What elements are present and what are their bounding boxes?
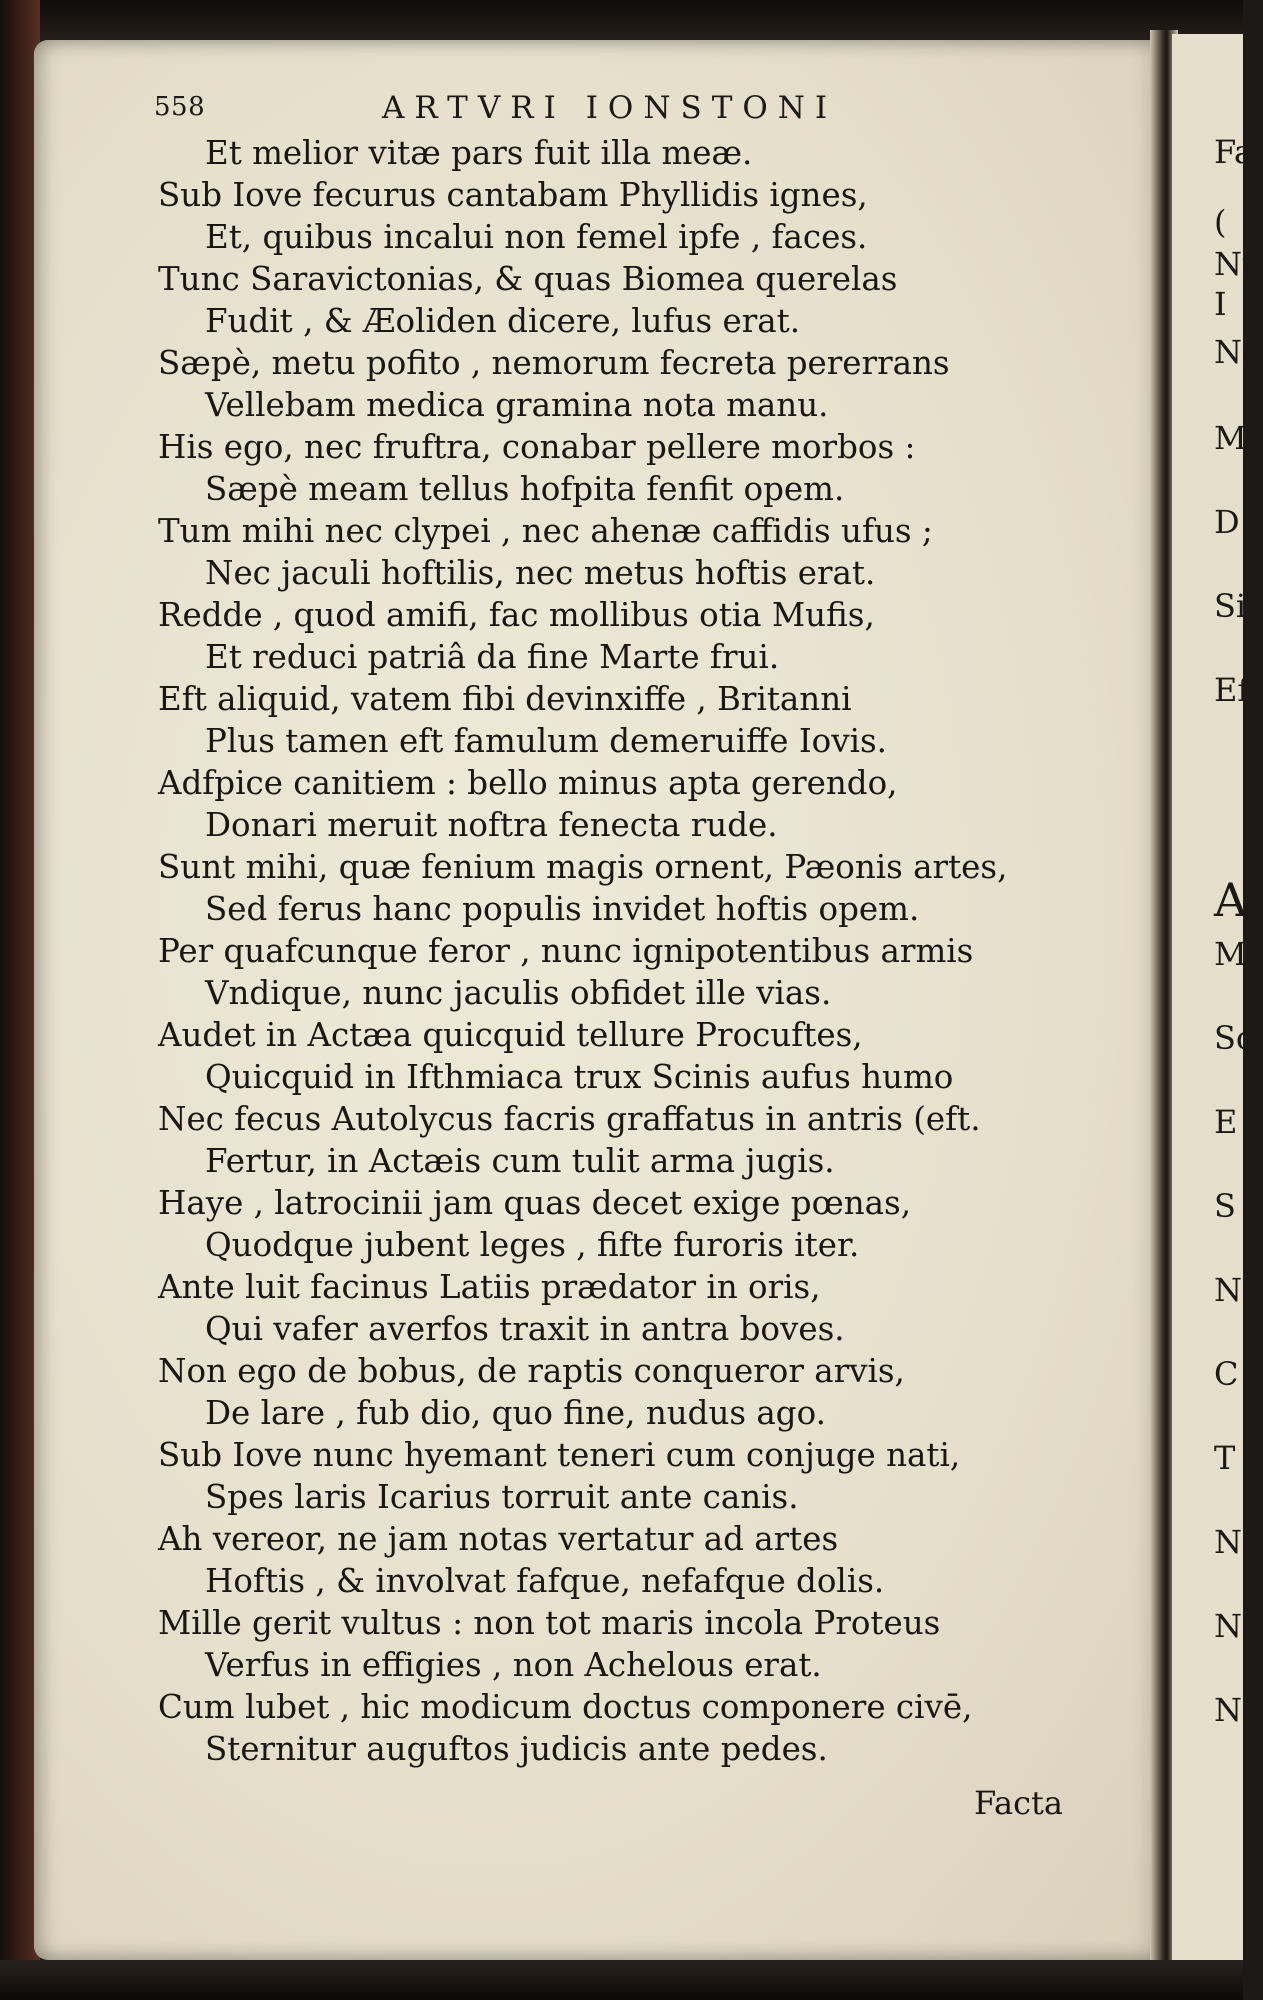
facing-fragment: I: [1214, 285, 1227, 323]
verse-line: Sub Iove fecurus cantabam Phyllidis ignes,: [158, 176, 868, 214]
verse-line: Tum mihi nec clypei , nec ahenæ caffidis ufus ;: [158, 512, 933, 550]
verse-line: Per quafcunque feror , nunc ignipotentibus armis: [158, 932, 974, 970]
verse-line: Haye , latrocinii jam quas decet exige pœnas,: [158, 1184, 912, 1222]
verse-line: Et, quibus incalui non femel ipfe , faces.: [205, 218, 868, 256]
verse-line: Vndique, nunc jaculis obfidet ille vias.: [205, 974, 832, 1012]
verse-line: Nec jaculi hoftilis, nec metus hoftis erat.: [205, 554, 876, 592]
facing-fragment: N: [1214, 1691, 1242, 1729]
verse-line: Non ego de bobus, de raptis conqueror arvis,: [158, 1352, 905, 1390]
facing-fragment: M: [1214, 419, 1247, 457]
verse-line: Spes laris Icarius torruit ante canis.: [205, 1478, 799, 1516]
verse-line: Eft aliquid, vatem fibi devinxiffe , Britanni: [158, 680, 852, 718]
verse-line: Vellebam medica gramina nota manu.: [205, 386, 829, 424]
page-number: 558: [154, 92, 206, 122]
facing-fragment: N: [1214, 1271, 1242, 1309]
verse-line: Sunt mihi, quæ fenium magis ornent, Pæonis artes,: [158, 848, 1008, 886]
facing-fragment: Si: [1214, 587, 1247, 625]
verse-line: Adfpice canitiem : bello minus apta gerendo,: [158, 764, 898, 802]
facing-fragment: (: [1214, 203, 1227, 241]
running-head: [154, 88, 1114, 138]
verse-line: Hoftis , & involvat fafque, nefafque dolis.: [205, 1562, 885, 1600]
facing-fragment: C: [1214, 1355, 1239, 1393]
facing-fragment: D: [1214, 503, 1240, 541]
verse-line: Sternitur auguftos judicis ante pedes.: [205, 1730, 828, 1768]
verse-line: Redde , quod amifi, fac mollibus otia Mufis,: [158, 596, 875, 634]
verse-line: Sæpè, metu pofito , nemorum fecreta pererrans: [158, 344, 950, 382]
verse-line: Donari meruit noftra fenecta rude.: [205, 806, 778, 844]
verse-line: Qui vafer averfos traxit in antra boves.: [205, 1310, 845, 1348]
facing-fragment: Nu: [1214, 245, 1263, 283]
verse-line: Ante luit facinus Latiis prædator in oris,: [158, 1268, 821, 1306]
facing-fragment: E: [1214, 1103, 1238, 1141]
facing-fragment: Ne: [1214, 333, 1261, 371]
page-title: ARTVRI IONSTONI: [382, 90, 838, 126]
facing-fragment: N: [1214, 1523, 1242, 1561]
facing-fragment: Sc: [1214, 1019, 1254, 1057]
facing-fragment: Ef: [1214, 671, 1250, 709]
verse-line: Et melior vitæ pars fuit illa meæ.: [205, 134, 753, 172]
book-page-right-edge: [1172, 34, 1263, 1964]
verse-line: De lare , fub dio, quo fine, nudus ago.: [205, 1394, 826, 1432]
verse-line: Ah vereor, ne jam notas vertatur ad artes: [158, 1520, 839, 1558]
verse-line: Sæpè meam tellus hofpita fenfit opem.: [205, 470, 845, 508]
verse-line: Quodque jubent leges , fifte furoris iter.: [205, 1226, 860, 1264]
book-binding-bottom: [0, 1960, 1243, 2000]
facing-fragment: Fa: [1214, 133, 1254, 171]
verse-line: Plus tamen eft famulum demeruiffe Iovis.: [205, 722, 888, 760]
verse-line: Fudit , & Æoliden dicere, lufus erat.: [205, 302, 801, 340]
facing-fragment: N: [1214, 1607, 1242, 1645]
verse-line: Audet in Actæa quicquid tellure Procuftes,: [158, 1016, 863, 1054]
verse-line: Nec fecus Autolycus facris graffatus in antris (eft.: [158, 1100, 981, 1138]
verse-line: Et reduci patriâ da fine Marte frui.: [205, 638, 780, 676]
verse-line: Sub Iove nunc hyemant teneri cum conjuge nati,: [158, 1436, 961, 1474]
facing-fragment: T: [1214, 1439, 1236, 1477]
verse-line: His ego, nec fruftra, conabar pellere morbos :: [158, 428, 916, 466]
verse-line: Mille gerit vultus : non tot maris incola Proteus: [158, 1604, 941, 1642]
verse-line: Cum lubet , hic modicum doctus componere civē,: [158, 1688, 973, 1726]
facing-fragment: S: [1214, 1187, 1236, 1225]
verse-text: [158, 132, 1118, 1770]
verse-line: Verfus in effigies , non Achelous erat.: [205, 1646, 822, 1684]
verse-line: Quicquid in Ifthmiaca trux Scinis aufus humo: [205, 1058, 954, 1096]
verse-line: Fertur, in Actæis cum tulit arma jugis.: [205, 1142, 835, 1180]
facing-fragment: M: [1214, 935, 1247, 973]
verse-line: Sed ferus hanc populis invidet hoftis opem.: [205, 890, 920, 928]
verse-line: Tunc Saravictonias, & quas Biomea querelas: [158, 260, 898, 298]
catchword: Facta: [974, 1784, 1063, 1822]
facing-fragment: A: [1214, 873, 1248, 927]
